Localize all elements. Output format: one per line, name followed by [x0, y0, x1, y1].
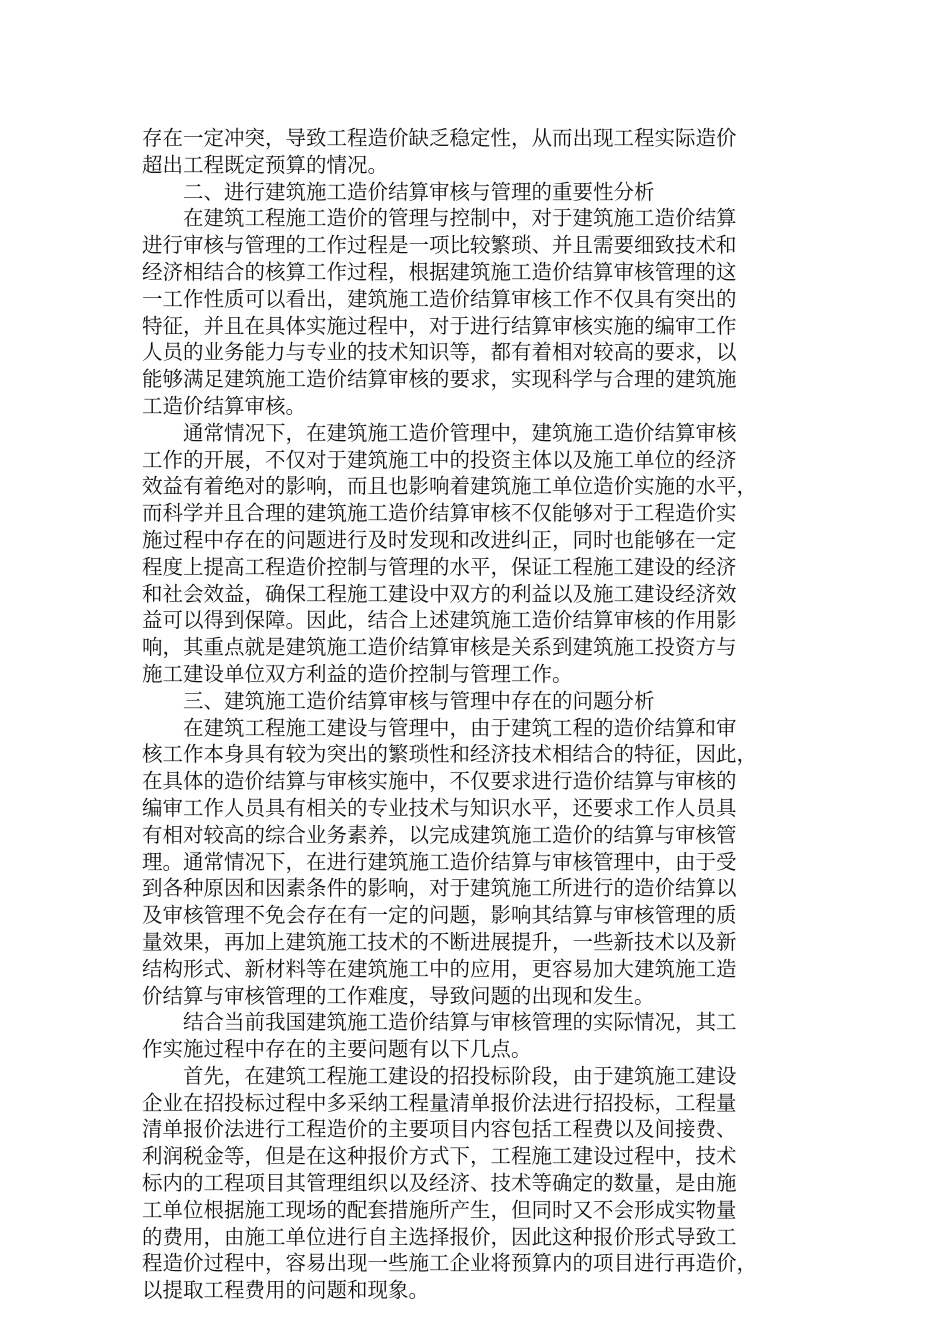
text-line: 的费用，由施工单位进行自主选择报价，因此这种报价形式导致工	[142, 1224, 737, 1249]
text-line: 清单报价法进行工程造价的主要项目内容包括工程费以及间接费、	[142, 1117, 737, 1142]
text-line: 益可以得到保障。因此，结合上述建筑施工造价结算审核的作用影	[142, 608, 737, 633]
text-line: 结构形式、新材料等在建筑施工中的应用，更容易加大建筑施工造	[142, 956, 737, 981]
text-line: 利润税金等，但是在这种报价方式下，工程施工建设过程中，技术	[142, 1144, 737, 1169]
text-line: 有相对较高的综合业务素养，以完成建筑施工造价的结算与审核管	[142, 822, 737, 847]
text-line: 到各种原因和因素条件的影响，对于建筑施工所进行的造价结算以	[142, 876, 737, 901]
text-line: 特征，并且在具体实施过程中，对于进行结算审核实施的编审工作	[142, 313, 737, 338]
text-line: 人员的业务能力与专业的技术知识等，都有着相对较高的要求，以	[142, 340, 737, 365]
text-line: 以提取工程费用的问题和现象。	[142, 1278, 429, 1303]
text-line: 施工建设单位双方利益的造价控制与管理工作。	[142, 661, 573, 686]
text-line: 程造价过程中，容易出现一些施工企业将预算内的项目进行再造价，	[142, 1251, 757, 1276]
text-line: 进行审核与管理的工作过程是一项比较繁琐、并且需要细致技术和	[142, 233, 737, 258]
text-line: 效益有着绝对的影响，而且也影响着建筑施工单位造价实施的水平，	[142, 474, 757, 499]
text-line: 和社会效益，确保工程施工建设中双方的利益以及施工建设经济效	[142, 581, 737, 606]
text-line: 在建筑工程施工造价的管理与控制中，对于建筑施工造价结算	[183, 206, 737, 231]
text-line: 价结算与审核管理的工作难度，导致问题的出现和发生。	[142, 983, 655, 1008]
text-line: 编审工作人员具有相关的专业技术与知识水平，还要求工作人员具	[142, 795, 737, 820]
text-line: 一工作性质可以看出，建筑施工造价结算审核工作不仅具有突出的	[142, 286, 737, 311]
text-line: 首先，在建筑工程施工建设的招投标阶段，由于建筑施工建设	[183, 1063, 737, 1088]
text-line: 企业在招投标过程中多采纳工程量清单报价法进行招投标，工程量	[142, 1090, 737, 1115]
text-line: 而科学并且合理的建筑施工造价结算审核不仅能够对于工程造价实	[142, 501, 737, 526]
text-line: 施过程中存在的问题进行及时发现和改进纠正，同时也能够在一定	[142, 527, 737, 552]
text-line: 工造价结算审核。	[142, 393, 306, 418]
text-line: 标内的工程项目其管理组织以及经济、技术等确定的数量，是由施	[142, 1171, 737, 1196]
text-line: 核工作本身具有较为突出的繁琐性和经济技术相结合的特征，因此，	[142, 742, 757, 767]
text-line: 能够满足建筑施工造价结算审核的要求，实现科学与合理的建筑施	[142, 367, 737, 392]
text-line: 工单位根据施工现场的配套措施所产生，但同时又不会形成实物量	[142, 1197, 737, 1222]
text-line: 工作的开展，不仅对于建筑施工中的投资主体以及施工单位的经济	[142, 447, 737, 472]
text-line: 二、进行建筑施工造价结算审核与管理的重要性分析	[183, 179, 655, 204]
text-line: 在具体的造价结算与审核实施中，不仅要求进行造价结算与审核的	[142, 769, 737, 794]
text-line: 响，其重点就是建筑施工造价结算审核是关系到建筑施工投资方与	[142, 635, 737, 660]
text-line: 及审核管理不免会存在有一定的问题，影响其结算与审核管理的质	[142, 903, 737, 928]
text-line: 在建筑工程施工建设与管理中，由于建筑工程的造价结算和审	[183, 715, 737, 740]
text-line: 结合当前我国建筑施工造价结算与审核管理的实际情况，其工	[183, 1010, 737, 1035]
text-line: 量效果，再加上建筑施工技术的不断进展提升，一些新技术以及新	[142, 929, 737, 954]
document-body	[142, 125, 812, 1304]
text-line: 通常情况下，在建筑施工造价管理中，建筑施工造价结算审核	[183, 420, 737, 445]
text-line: 作实施过程中存在的主要问题有以下几点。	[142, 1037, 532, 1062]
text-line: 存在一定冲突，导致工程造价缺乏稳定性，从而出现工程实际造价	[142, 126, 737, 150]
text-line: 超出工程既定预算的情况。	[142, 152, 388, 177]
text-line: 理。通常情况下，在进行建筑施工造价结算与审核管理中，由于受	[142, 849, 737, 874]
text-line: 程度上提高工程造价控制与管理的水平，保证工程施工建设的经济	[142, 554, 737, 579]
text-line: 经济相结合的核算工作过程，根据建筑施工造价结算审核管理的这	[142, 259, 737, 284]
text-line: 三、建筑施工造价结算审核与管理中存在的问题分析	[183, 688, 655, 713]
